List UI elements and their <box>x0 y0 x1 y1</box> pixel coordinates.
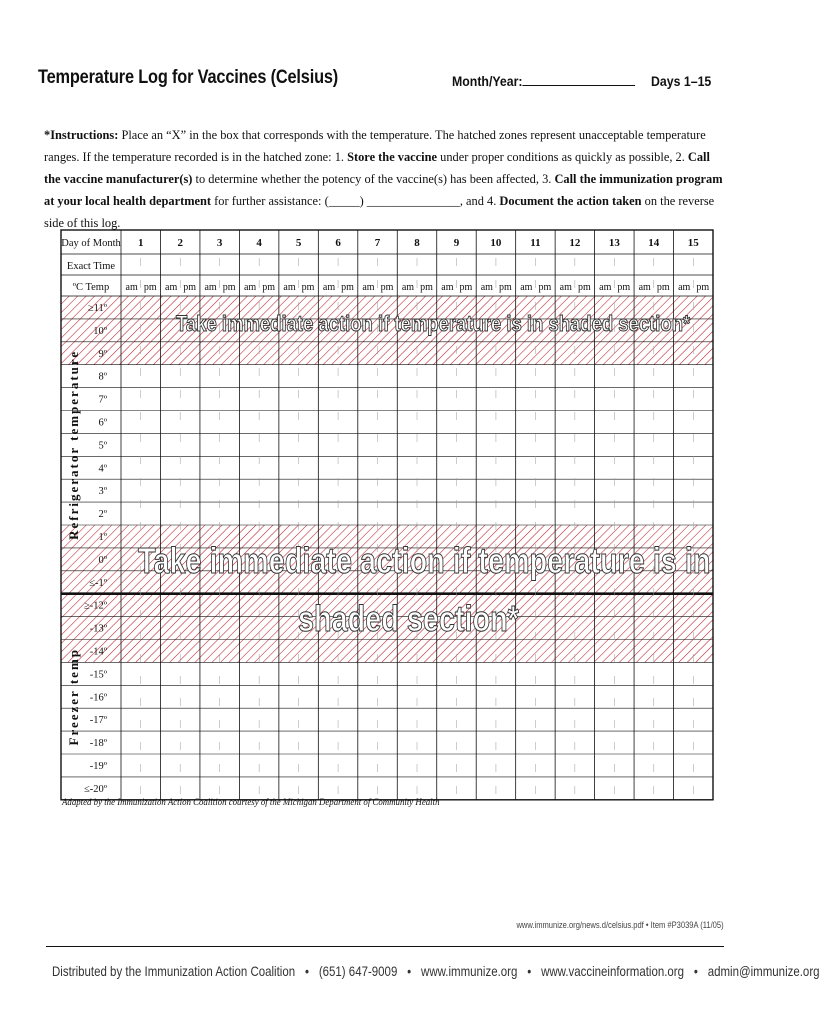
temp-row-label: 6º <box>98 417 107 429</box>
am-label: am <box>520 282 533 293</box>
pm-label: pm <box>143 282 157 293</box>
footer-bullet: • <box>304 963 309 979</box>
am-label: am <box>401 282 415 293</box>
am-label: am <box>322 282 336 293</box>
footer-site-immunize[interactable]: www.immunize.org <box>421 963 518 979</box>
footer-divider <box>46 946 724 947</box>
day-column-header: 7 <box>374 237 381 249</box>
day-column-header: 8 <box>414 237 420 249</box>
refrigerator-section-label: Refrigerator temperature <box>66 349 81 540</box>
temp-row-label: -18º <box>89 738 107 750</box>
freezer-section-label: Freezer temp <box>66 648 81 746</box>
am-label: am <box>283 282 296 293</box>
pm-label: pm <box>459 282 473 293</box>
pm-label: pm <box>696 282 710 293</box>
temp-row-label: -14º <box>89 646 107 658</box>
day-column-header: 13 <box>608 237 620 249</box>
day-column-header: 10 <box>490 237 502 249</box>
temp-row-label: -13º <box>89 623 107 635</box>
temp-row-label: 7º <box>98 394 107 406</box>
celsius-temp-label: ºC Temp <box>72 282 110 293</box>
temp-row-label: 8º <box>98 371 107 383</box>
pm-label: pm <box>420 282 433 293</box>
day-column-header: 15 <box>687 237 699 249</box>
temp-row-label: -17º <box>89 715 107 727</box>
am-label: am <box>480 282 493 293</box>
am-label: am <box>599 282 612 293</box>
footer <box>52 963 820 979</box>
am-label: am <box>638 282 651 293</box>
pm-label: pm <box>499 282 512 293</box>
page-title: Temperature Log for Vaccines (Celsius) <box>38 67 339 88</box>
pm-label: pm <box>301 282 315 293</box>
instructions-step-2: Call the vaccine manufacturer(s) <box>44 150 710 186</box>
temp-row-label: -15º <box>89 669 107 681</box>
document-url: www.immunize.org/news.d/celsius.pdf • Item #P3039A (11/05) <box>516 920 724 930</box>
temp-row-label: 0º <box>98 554 107 566</box>
am-label: am <box>243 282 257 293</box>
action-banner-top: Take immediate action if temperature is in shaded section* <box>176 311 691 336</box>
footer-email[interactable]: admin@immunize.org <box>707 963 820 979</box>
am-label: am <box>165 282 178 293</box>
am-label: am <box>204 282 217 293</box>
instructions-text-1: Place an “X” in the box that corresponds with the temperature. The hatched zones represent unacceptable temperature ranges. If the temperature recorded is in the hatched zone: 1. <box>44 128 706 164</box>
footer-phone: (651) 647-9009 <box>318 963 398 979</box>
day-column-header: 11 <box>530 237 541 249</box>
instructions-text-3: to determine whether the potency of the vaccine(s) has been affected, 3. <box>192 172 555 186</box>
day-column-header: 5 <box>295 237 302 249</box>
instructions-step-4: Document the action taken <box>499 194 642 208</box>
temp-row-label: 5º <box>98 440 107 452</box>
instructions-text-5: on the reverse side of this log. <box>44 194 715 230</box>
instructions-text-2: under proper conditions as quickly as possible, 2. <box>437 150 688 164</box>
pm-label: pm <box>577 282 591 293</box>
instructions-step-1: Store the vaccine <box>347 150 438 164</box>
am-label: am <box>559 282 572 293</box>
pm-label: pm <box>222 282 236 293</box>
temp-row-label: ≥-12º <box>83 600 107 612</box>
footer-bullet: • <box>407 963 412 979</box>
hatched-zone <box>61 342 713 365</box>
pm-label: pm <box>656 282 670 293</box>
pm-label: pm <box>617 282 631 293</box>
day-column-header: 4 <box>256 237 262 249</box>
temp-row-label: ≥11º <box>87 303 107 314</box>
am-label: am <box>678 282 691 293</box>
instructions-lead: *Instructions: <box>44 128 119 142</box>
am-label: am <box>441 282 454 293</box>
instructions-text-4: for further assistance: (_____) _______________, and 4. <box>211 194 500 208</box>
month-year-label: Month/Year: <box>452 73 523 89</box>
pm-label: pm <box>183 282 197 293</box>
days-range-label: Days 1–15 <box>651 73 712 89</box>
temp-row-label: 2º <box>98 509 107 521</box>
footer-bullet: • <box>527 963 532 979</box>
am-label: am <box>362 282 375 293</box>
pm-label: pm <box>538 282 552 293</box>
footer-org: Distributed by the Immunization Action Coalition <box>52 963 296 979</box>
action-banner-lower-line2: shaded section* <box>298 598 519 639</box>
instructions-step-3: Call the immunization program at your local health department <box>44 172 723 208</box>
day-column-header: 3 <box>216 237 223 249</box>
pm-label: pm <box>262 282 275 293</box>
temp-row-label: 3º <box>98 486 107 498</box>
footer-bullet: • <box>693 963 698 979</box>
temp-row-label: 10º <box>93 325 107 337</box>
day-column-header: 1 <box>137 237 144 249</box>
hatched-zone <box>61 640 713 663</box>
temp-row-label: ≤-20º <box>83 783 107 795</box>
day-column-header: 12 <box>569 237 581 249</box>
day-column-header: 2 <box>177 237 183 249</box>
temp-row-label: 1º <box>98 532 107 543</box>
day-column-header: 9 <box>453 237 460 249</box>
temp-row-label: 4º <box>98 463 107 475</box>
action-banner-lower-line1: Take immediate action if temperature is in <box>138 540 711 581</box>
temp-row-label: -16º <box>89 692 107 704</box>
am-label: am <box>125 282 138 293</box>
pm-label: pm <box>380 282 394 293</box>
footer-site-vaccineinfo[interactable]: www.vaccineinformation.org <box>541 963 685 979</box>
exact-time-label: Exact Time <box>66 261 116 272</box>
day-column-header: 6 <box>335 237 341 249</box>
day-column-header: 14 <box>648 237 660 249</box>
pm-label: pm <box>341 282 354 293</box>
temp-row-label: -19º <box>89 761 107 772</box>
temp-row-label: ≤-1º <box>89 577 107 589</box>
day-of-month-label: Day of Month <box>61 238 121 249</box>
credit-line: Adapted by the Immunization Action Coalition courtesy of the Michigan Department of Community Health <box>62 798 440 808</box>
temp-row-label: 9º <box>98 348 107 360</box>
